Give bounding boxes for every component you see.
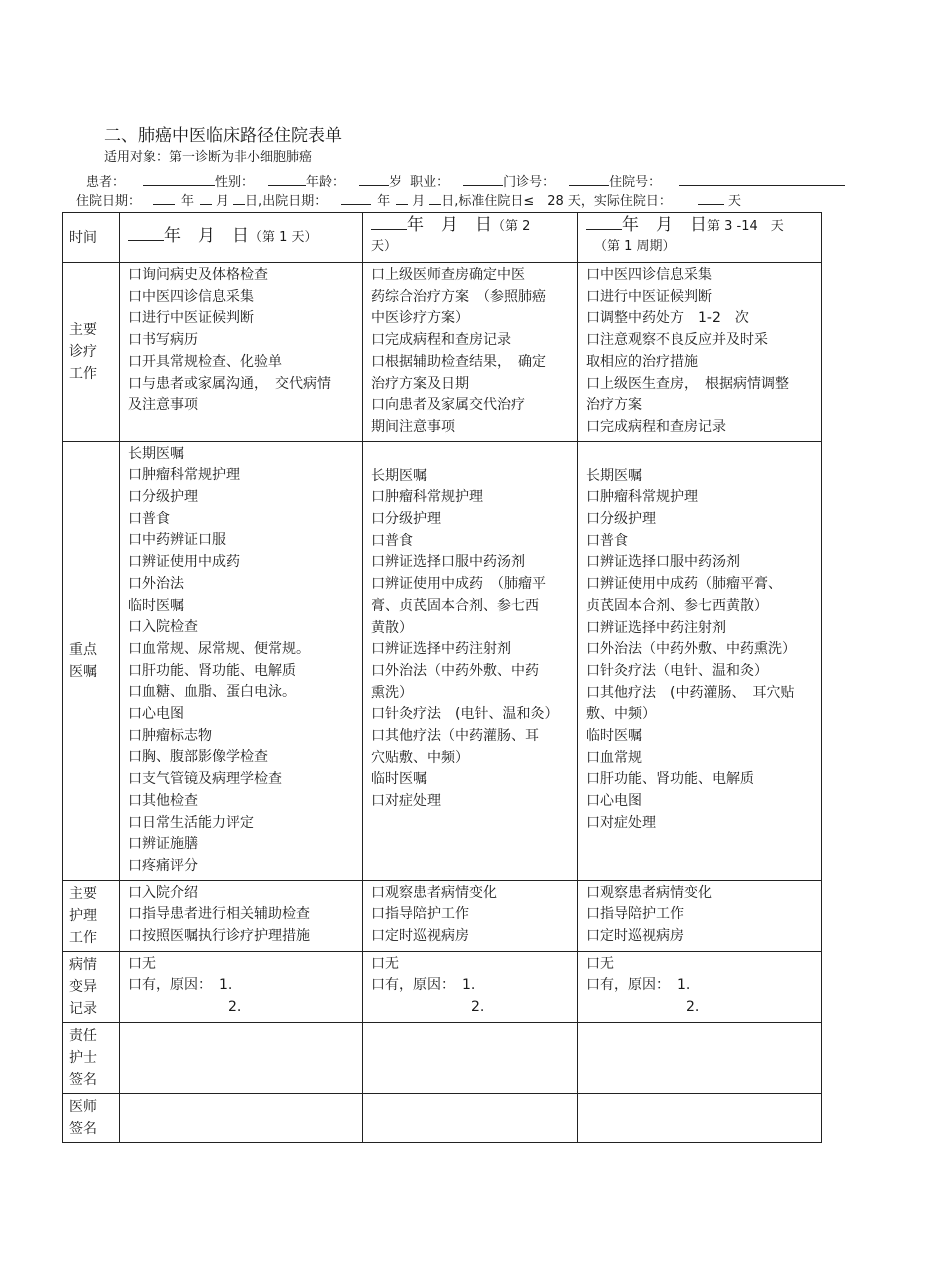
age-field[interactable] [359,173,389,186]
checklist-item[interactable]: 口调整中药处方 1-2 次 [586,310,749,327]
checklist-item[interactable]: 口辨证使用中成药 [128,554,240,571]
diagnosis-col2 [363,263,578,442]
section-heading: 穴贴敷、中频） [371,749,469,766]
checklist-item[interactable]: 口中医四诊信息采集 [586,267,712,283]
day1-header [120,213,363,263]
occupation-field[interactable] [463,173,503,186]
age-label: 年龄： [306,175,346,190]
checklist-item[interactable]: 口其他检查 [128,792,198,809]
checklist-item[interactable]: 口肝功能、肾功能、电解质 [128,662,296,679]
variation-none-checkbox[interactable]: 口无 [371,955,399,972]
checklist-item[interactable]: 口心电图 [128,706,184,723]
orders-row [63,441,822,880]
checklist-item[interactable]: 口血糖、血脂、蛋白电泳。 [128,684,296,701]
admission-no-label: 住院号： [609,175,662,190]
day1-suffix: （第 1 天） [249,230,318,246]
checklist-item[interactable]: 口血常规、尿常规、便常规。 [128,640,310,657]
orders-col1 [120,441,363,880]
variation-col2 [363,951,578,1022]
checklist-item[interactable]: 口普食 [371,532,413,549]
checklist-item[interactable]: 口上级医师查房确定中医 [371,267,525,283]
checklist-item[interactable]: 口指导患者进行相关辅助检查 [128,906,310,923]
section-heading: 敷、中频） [586,706,656,723]
checklist-item[interactable]: 口上级医生查房， 根据病情调整 [586,375,789,392]
checklist-item[interactable]: 口分级护理 [128,489,198,506]
checklist-item[interactable]: 口指导陪护工作 [586,906,684,923]
checklist-item[interactable]: 口入院检查 [128,619,198,636]
discharge-month-field[interactable] [396,192,408,205]
checklist-item[interactable]: 口普食 [586,532,628,549]
section-heading: 熏洗） [371,684,413,701]
checklist-item[interactable]: 口肿瘤标志物 [128,727,212,744]
admit-date-label: 住院日期： [76,194,142,209]
variation-reason-2: 2. [228,999,242,1016]
checklist-item[interactable]: 口肿瘤科常规护理 [586,489,698,506]
day3-header [578,213,822,263]
checklist-item[interactable]: 口辨证施膳 [128,836,198,853]
variation-col1 [120,951,363,1022]
discharge-year-field[interactable] [341,192,371,205]
age-unit: 岁 [389,175,403,190]
day2-suffix-line2: 天） [371,239,398,254]
checklist-item[interactable]: 口定时巡视病房 [371,928,469,945]
checklist-item[interactable]: 口肿瘤科常规护理 [128,467,240,484]
variation-reason-2: 2. [686,999,700,1016]
nurse-sign-col1[interactable] [120,1022,363,1093]
outpatient-no-label: 门诊号： [503,175,556,190]
checklist-item[interactable]: 口观察患者病情变化 [586,884,712,901]
section-heading: 长期医嘱 [128,445,184,462]
variation-col3 [578,951,822,1022]
admit-month-field[interactable] [200,192,212,205]
section-heading: 期间注意事项 [371,418,455,435]
section-heading: 长期医嘱 [586,467,642,484]
checklist-item[interactable]: 口开具常规检查、化验单 [128,353,282,370]
gender-label: 性别： [215,175,255,190]
checklist-item[interactable]: 口注意观察不良反应并及时采 [586,332,768,349]
checklist-item[interactable]: 口向患者及家属交代治疗 [371,397,525,414]
discharge-date-label: 出院日期： [262,194,328,209]
checklist-item[interactable]: 口辨证使用中成药（肺瘤平膏、 [586,576,782,593]
checklist-item[interactable]: 口疼痛评分 [128,857,198,874]
day3-suffix: 第 3 -14 天 [707,219,784,234]
checklist-item[interactable]: 口心电图 [586,793,642,810]
section-heading: 取相应的治疗措施 [586,353,698,370]
checklist-item[interactable]: 口入院介绍 [128,884,198,901]
variation-yes-checkbox[interactable]: 口有，原因： 1. [371,977,476,994]
section-heading: 治疗方案 [586,397,642,414]
checklist-item[interactable]: 口普食 [128,510,170,527]
checklist-item[interactable]: 口胸、腹部影像学检查 [128,749,268,766]
day3-suffix-line2: （第 1 周期） [594,239,676,254]
day1-date: 年 月 日 [164,226,249,247]
checklist-item[interactable]: 口对症处理 [586,814,656,831]
admission-no-field[interactable] [679,173,845,186]
checklist-item[interactable]: 口日常生活能力评定 [128,814,254,831]
section-heading: 临时医嘱 [371,771,427,788]
checklist-item[interactable]: 口完成病程和查房记录 [371,332,511,349]
checklist-item[interactable]: 口肿瘤科常规护理 [371,489,483,506]
checklist-item[interactable]: 口肝功能、肾功能、电解质 [586,771,754,788]
checklist-item[interactable]: 口外治法（中药外敷、中药熏洗） [586,641,796,658]
variation-row [63,951,822,1022]
form-title: 二、肺癌中医临床路径住院表单 [104,126,342,146]
doctor-sign-col2[interactable] [363,1093,578,1142]
admit-month-label: 月 [216,194,230,209]
checklist-item[interactable]: 口观察患者病情变化 [371,884,497,901]
checklist-item[interactable]: 口进行中医证候判断 [128,310,254,327]
form-subtitle: 适用对象：第一诊断为非小细胞肺癌 [104,150,313,165]
day2-date: 年 月 日 [407,215,492,235]
section-heading: 及注意事项 [128,397,198,414]
section-heading: 膏、贞芪固本合剂、参七西 [371,597,539,614]
section-heading: 临时医嘱 [586,728,642,745]
checklist-item[interactable]: 口完成病程和查房记录 [586,418,726,435]
discharge-month-label: 月 [412,194,426,209]
occupation-label: 职业： [410,175,450,190]
header-row [63,213,822,263]
variation-reason-2: 2. [471,999,485,1016]
section-heading: 临时医嘱 [128,597,184,614]
checklist-item[interactable]: 口书写病历 [128,332,198,349]
variation-yes-checkbox[interactable]: 口有，原因： 1. [128,977,233,994]
admit-year-field[interactable] [153,192,175,205]
checklist-item[interactable]: 口进行中医证候判断 [586,288,712,305]
outpatient-no-field[interactable] [569,173,609,186]
checklist-item[interactable]: 口辨证选择中药注射剂 [586,619,726,636]
checklist-item[interactable]: 口辨证选择口服中药汤剂 [586,554,740,571]
doctor-sign-label: 医师 签名 [63,1093,120,1142]
nurse-sign-col2[interactable] [363,1022,578,1093]
section-heading: 贞芪固本合剂、参七西黄散） [586,597,768,614]
checklist-item[interactable]: 口辨证选择中药注射剂 [371,641,511,658]
variation-none-checkbox[interactable]: 口无 [128,955,156,972]
nursing-row [63,880,822,951]
checklist-item[interactable]: 口对症处理 [371,793,441,810]
nurse-sign-label: 责任 护士 签名 [63,1022,120,1093]
orders-col3 [578,441,822,880]
checklist-item[interactable]: 口血常规 [586,749,642,766]
actual-stay-field[interactable] [698,192,724,205]
nursing-col3 [578,880,822,951]
section-heading: 药综合治疗方案 （参照肺癌 [371,288,546,305]
checklist-item[interactable]: 口与患者或家属沟通， 交代病情 [128,375,331,392]
admit-day-field[interactable] [233,192,245,205]
gender-field[interactable] [268,173,306,186]
diagnosis-col1 [120,263,363,442]
diagnosis-col3 [578,263,822,442]
checklist-item[interactable]: 口支气管镜及病理学检查 [128,771,282,788]
checklist-item[interactable]: 口外治法 [128,575,184,592]
nursing-col1 [120,880,363,951]
checklist-item[interactable]: 口按照医嘱执行诊疗护理措施 [128,928,310,945]
checklist-item[interactable]: 口中医四诊信息采集 [128,288,254,305]
discharge-year-label: 年 [377,194,391,209]
admit-year-label: 年 [181,194,195,209]
doctor-sign-col3[interactable] [578,1093,822,1142]
diagnosis-row [63,263,822,442]
orders-col2 [363,441,578,880]
time-header: 时间 [63,213,120,263]
checklist-item[interactable]: 口其他疗法（中药灌肠、耳 [371,728,539,745]
variation-label: 病情 变异 记录 [63,951,120,1022]
checklist-item[interactable]: 口指导陪护工作 [371,906,469,923]
diagnosis-label: 主要 诊疗 工作 [63,263,120,442]
checklist-item[interactable]: 口其他疗法 (中药灌肠、 耳穴贴 [586,684,795,701]
checklist-item[interactable]: 口中药辨证口服 [128,532,226,549]
checklist-item[interactable]: 口分级护理 [586,511,656,528]
day3-date: 年 月 日 [622,215,707,235]
day2-header [363,213,578,263]
checklist-item[interactable]: 口根据辅助检查结果， 确定 [371,353,546,370]
checklist-item[interactable]: 口针灸疗法（电针、温和灸） [586,662,768,679]
section-heading: 黄散） [371,619,413,636]
section-heading: 中医诊疗方案） [371,310,469,327]
orders-label: 重点 医嘱 [63,441,120,880]
discharge-day-field[interactable] [429,192,441,205]
days-unit-label: 天 [727,194,741,209]
nurse-sign-row [63,1022,822,1093]
checklist-item[interactable]: 口辨证选择口服中药汤剂 [371,554,525,571]
checklist-item[interactable]: 口针灸疗法 (电针、温和灸） [371,706,559,723]
variation-yes-checkbox[interactable]: 口有，原因： 1. [586,977,691,994]
nursing-label: 主要 护理 工作 [63,880,120,951]
checklist-item[interactable]: 口定时巡视病房 [586,928,684,945]
patient-label: 患者： [86,175,126,190]
section-heading: 治疗方案及日期 [371,375,469,392]
checklist-item[interactable]: 口外治法（中药外敷、中药 [371,662,539,679]
patient-name-field[interactable] [143,173,215,186]
checklist-item[interactable]: 口辨证使用中成药 （肺瘤平 [371,576,546,593]
standard-stay-label: 日,标准住院日≤ 28 天，实际住院日： [441,194,672,209]
admit-day-label: 日, [245,194,263,209]
date-info-line [76,190,741,209]
doctor-sign-row [63,1093,822,1142]
nursing-col2 [363,880,578,951]
clinical-pathway-table [62,212,822,1143]
doctor-sign-col1[interactable] [120,1093,363,1142]
section-heading: 长期医嘱 [371,467,427,484]
checklist-item[interactable]: 口询问病史及体格检查 [128,267,268,283]
variation-none-checkbox[interactable]: 口无 [586,955,614,972]
patient-info-line [86,171,845,190]
nurse-sign-col3[interactable] [578,1022,822,1093]
checklist-item[interactable]: 口分级护理 [371,511,441,528]
day2-suffix: （第 2 [492,219,531,234]
